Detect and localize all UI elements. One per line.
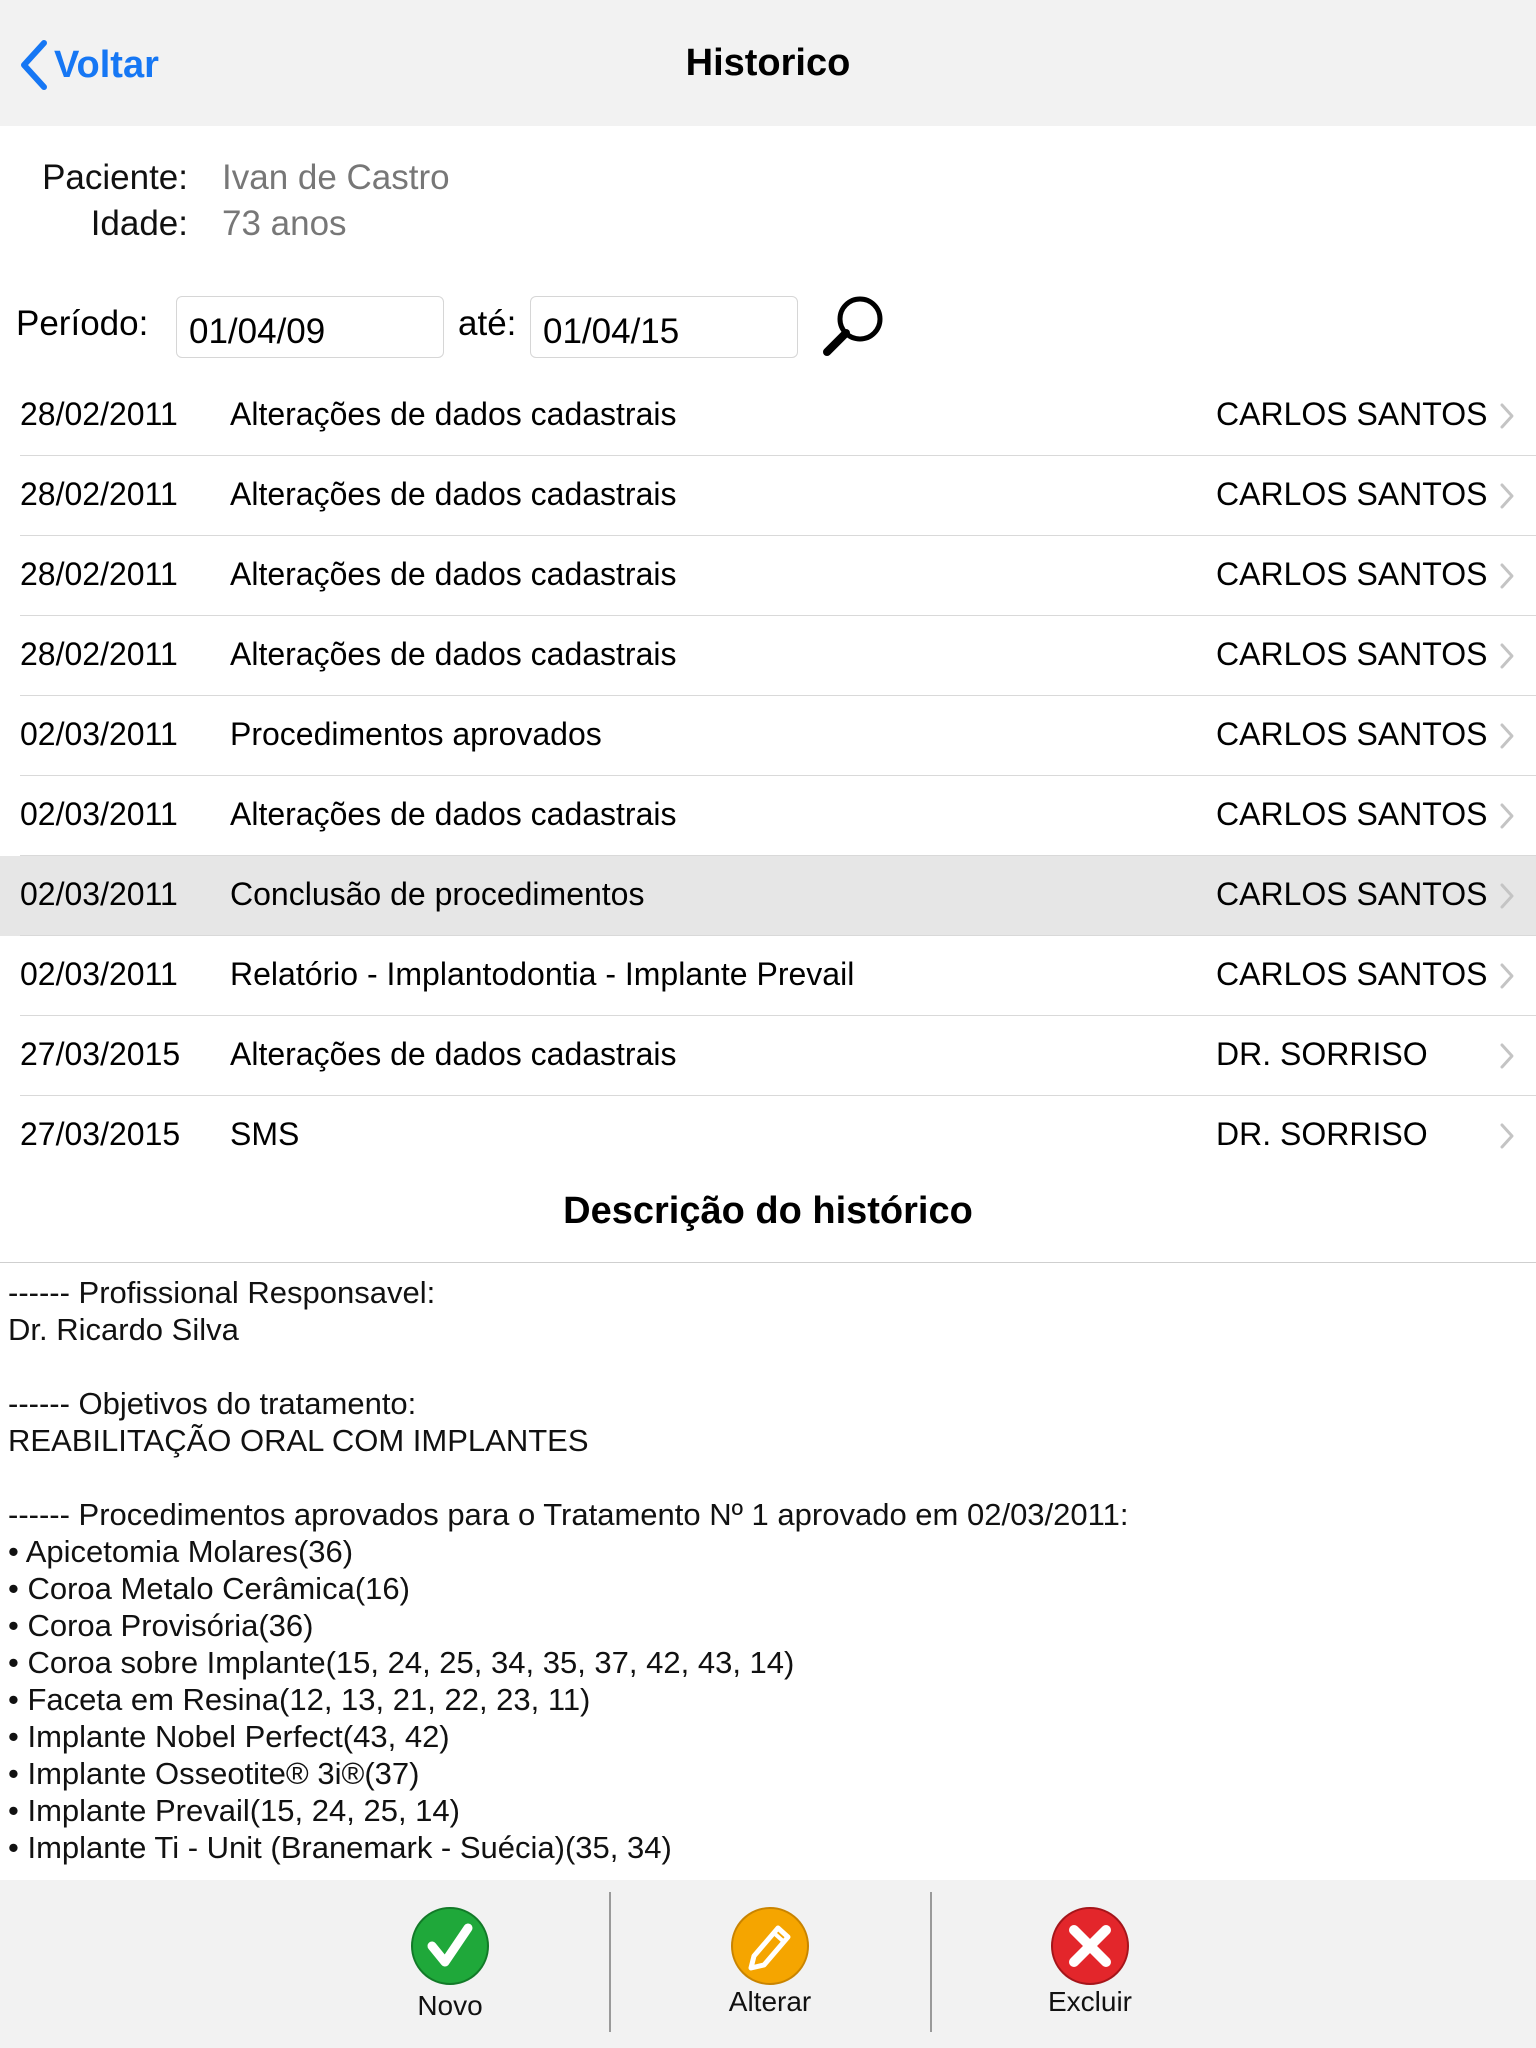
magnifier-icon[interactable]	[818, 290, 890, 362]
row-description: Alterações de dados cadastrais	[230, 636, 677, 672]
row-description: Alterações de dados cadastrais	[230, 796, 677, 832]
description-line: • Apicetomia Molares(36)	[8, 1534, 354, 1569]
history-row[interactable]	[0, 376, 1536, 456]
row-date: 27/03/2015	[20, 1116, 181, 1152]
row-date: 02/03/2011	[20, 876, 178, 912]
row-date: 02/03/2011	[20, 956, 178, 992]
chevron-right-icon	[1498, 1122, 1516, 1150]
row-date: 27/03/2015	[20, 1036, 181, 1072]
description-line: • Coroa Provisória(36)	[8, 1608, 314, 1643]
history-row[interactable]	[0, 1096, 1536, 1176]
check-circle-icon	[410, 1906, 490, 1986]
row-user: CARLOS SANTOS	[1216, 876, 1488, 912]
patient-name-label: Paciente:	[42, 158, 188, 197]
x-circle-icon	[1050, 1906, 1130, 1986]
history-list	[0, 376, 1536, 1176]
row-description: SMS	[230, 1116, 300, 1152]
chevron-right-icon	[1498, 562, 1516, 590]
chevron-right-icon	[1498, 882, 1516, 910]
row-user: CARLOS SANTOS	[1216, 956, 1488, 992]
row-user: DR. SORRISO	[1216, 1036, 1428, 1072]
description-title: Descrição do histórico	[563, 1190, 973, 1232]
chevron-right-icon	[1498, 722, 1516, 750]
period-filter	[0, 292, 1536, 362]
description-line: • Implante Ti - Unit (Branemark - Suécia)(35, 34)	[8, 1830, 672, 1865]
period-from-field[interactable]	[176, 296, 444, 358]
row-description: Conclusão de procedimentos	[230, 876, 645, 912]
row-user: CARLOS SANTOS	[1216, 396, 1488, 432]
row-description: Alterações de dados cadastrais	[230, 1036, 677, 1072]
description-line: • Coroa Metalo Cerâmica(16)	[8, 1571, 410, 1606]
description-line: ------ Objetivos do tratamento:	[8, 1386, 417, 1421]
row-description: Alterações de dados cadastrais	[230, 396, 677, 432]
edit-label: Alterar	[728, 1986, 812, 2017]
row-user: CARLOS SANTOS	[1216, 716, 1488, 752]
history-row[interactable]	[0, 696, 1536, 776]
patient-age-row	[0, 204, 600, 250]
chevron-right-icon	[1498, 802, 1516, 830]
patient-age-value: 73 anos	[222, 204, 347, 243]
navigation-bar	[0, 0, 1536, 126]
history-row[interactable]	[0, 536, 1536, 616]
row-user: CARLOS SANTOS	[1216, 556, 1488, 592]
delete-label: Excluir	[1047, 1986, 1132, 2017]
delete-button[interactable]	[930, 1880, 1250, 2048]
row-description: Relatório - Implantodontia - Implante Prevail	[230, 956, 855, 992]
description-line: • Implante Osseotite® 3i®(37)	[8, 1756, 420, 1791]
row-description: Alterações de dados cadastrais	[230, 476, 677, 512]
description-line: • Implante Nobel Perfect(43, 42)	[8, 1719, 450, 1754]
row-user: CARLOS SANTOS	[1216, 796, 1488, 832]
description-text[interactable]	[8, 1274, 1518, 1876]
pencil-circle-icon	[730, 1906, 810, 1986]
row-description: Procedimentos aprovados	[230, 716, 602, 752]
chevron-right-icon	[1498, 1042, 1516, 1070]
history-row[interactable]	[0, 776, 1536, 856]
chevron-right-icon	[1498, 642, 1516, 670]
back-label: Voltar	[54, 43, 159, 86]
row-date: 28/02/2011	[20, 396, 178, 432]
patient-name-row	[0, 158, 600, 204]
history-row[interactable]	[0, 456, 1536, 536]
row-date: 02/03/2011	[20, 716, 178, 752]
chevron-right-icon	[1498, 962, 1516, 990]
row-user: DR. SORRISO	[1216, 1116, 1428, 1152]
period-to-label: até:	[458, 304, 517, 343]
row-date: 28/02/2011	[20, 556, 178, 592]
patient-age-label: Idade:	[90, 204, 188, 243]
description-line	[8, 1459, 1518, 1496]
description-line: ------ Profissional Responsavel:	[8, 1275, 436, 1310]
period-label: Período:	[16, 304, 149, 343]
description-line	[8, 1348, 1518, 1385]
description-line: REABILITAÇÃO ORAL COM IMPLANTES	[8, 1423, 589, 1458]
row-user: CARLOS SANTOS	[1216, 476, 1488, 512]
bottom-toolbar	[0, 1880, 1536, 2048]
row-date: 28/02/2011	[20, 476, 178, 512]
row-date: 02/03/2011	[20, 796, 178, 832]
history-row[interactable]	[0, 856, 1536, 936]
period-to-field[interactable]	[530, 296, 798, 358]
row-user: CARLOS SANTOS	[1216, 636, 1488, 672]
description-line: • Faceta em Resina(12, 13, 21, 22, 23, 11)	[8, 1682, 591, 1717]
new-label: Novo	[417, 1990, 483, 2021]
history-row[interactable]	[0, 1016, 1536, 1096]
chevron-right-icon	[1498, 482, 1516, 510]
row-date: 28/02/2011	[20, 636, 178, 672]
description-line: • Implante Prevail(15, 24, 25, 14)	[8, 1793, 460, 1828]
description-line: ------ Procedimentos aprovados para o Tratamento Nº 1 aprovado em 02/03/2011:	[8, 1497, 1129, 1532]
history-row[interactable]	[0, 616, 1536, 696]
chevron-right-icon	[1498, 402, 1516, 430]
row-description: Alterações de dados cadastrais	[230, 556, 677, 592]
description-line: • Coroa sobre Implante(15, 24, 25, 34, 35, 37, 42, 43, 14)	[8, 1645, 795, 1680]
description-line: Dr. Ricardo Silva	[8, 1312, 239, 1347]
page-title: Historico	[685, 42, 851, 84]
history-row[interactable]	[0, 936, 1536, 1016]
new-button[interactable]	[290, 1880, 610, 2048]
edit-button[interactable]	[610, 1880, 930, 2048]
description-divider	[0, 1262, 1536, 1263]
patient-name-value: Ivan de Castro	[222, 158, 450, 197]
